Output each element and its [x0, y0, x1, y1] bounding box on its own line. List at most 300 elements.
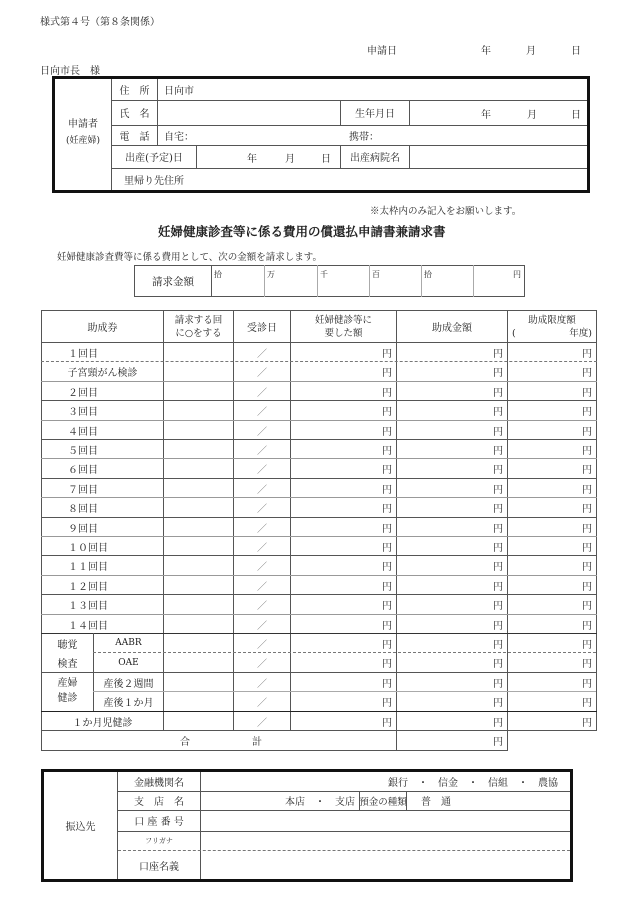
branch-field[interactable] [201, 791, 359, 810]
visit-date-field[interactable] [234, 712, 290, 730]
cost-field[interactable] [291, 673, 396, 691]
institution-field[interactable] [201, 772, 570, 791]
yen-unit: 円 [582, 465, 592, 476]
branch-label: 支 店 名 [134, 797, 184, 808]
date-separator: ／ [257, 484, 267, 496]
address-field[interactable]: 日向市 [164, 86, 194, 97]
claim-digit-label: 千 [320, 270, 328, 279]
limit-field[interactable] [508, 673, 596, 691]
visit-date-field[interactable] [234, 634, 290, 652]
circle-field[interactable] [164, 498, 233, 517]
row-label: １３回目 [68, 601, 108, 612]
claim-yen-label: 円 [513, 270, 521, 279]
date-separator: ／ [257, 387, 267, 399]
claim-digit-ten-thousands-ten[interactable] [212, 266, 264, 296]
circle-field[interactable] [164, 459, 233, 478]
yen-unit: 円 [493, 348, 503, 360]
circle-field[interactable] [164, 401, 233, 420]
hearing-group-line2: 検査 [57, 658, 78, 670]
header-circle [164, 311, 233, 342]
row-label: OAE [118, 657, 139, 668]
header-cost-line2: 要した額 [324, 327, 363, 339]
subsidy-field[interactable] [397, 498, 507, 517]
yen-unit: 円 [582, 387, 592, 399]
voucher-label [94, 673, 163, 691]
row-label: １２回目 [68, 581, 108, 593]
row-label: ３回目 [68, 407, 98, 418]
cost-field[interactable] [291, 634, 396, 652]
yen-unit: 円 [382, 523, 392, 535]
cost-field[interactable] [291, 401, 396, 420]
row-label: １０回目 [68, 542, 108, 554]
visit-date-field[interactable] [234, 595, 290, 614]
applicant-label: 申請者 [68, 118, 98, 130]
form-number: 様式第４号（第８条関係） [40, 17, 160, 28]
voucher-label [42, 537, 163, 555]
subsidy-field[interactable] [397, 518, 507, 536]
visit-date-field[interactable] [234, 556, 290, 575]
yen-unit: 円 [382, 562, 392, 573]
header-circle-line1: 請求する回 [174, 314, 223, 326]
visit-date-field[interactable] [234, 479, 290, 497]
row-label: ４回目 [68, 426, 98, 438]
circle-field[interactable] [164, 556, 233, 575]
yen-unit: 円 [493, 542, 503, 554]
date-separator: ／ [257, 426, 267, 438]
subsidy-field[interactable] [397, 343, 507, 361]
header-limit-line1: 助成限度額 [528, 314, 576, 326]
header-voucher: 助成券 [87, 323, 118, 334]
limit-field[interactable] [508, 382, 596, 400]
yen-unit: 円 [493, 620, 503, 632]
page-title: 妊婦健康診査等に係る費用の償還払申請書兼請求書 [158, 224, 446, 239]
applicant-sublabel: (妊産婦) [65, 135, 101, 146]
yen-unit: 円 [382, 465, 392, 476]
yen-unit: 円 [382, 678, 392, 690]
deposit-type-field[interactable] [407, 791, 570, 810]
yen-unit: 円 [582, 639, 592, 651]
hometown-address-field[interactable] [197, 168, 587, 190]
header-limit-open: ( [512, 327, 516, 339]
row-label: １１回目 [68, 562, 108, 573]
circle-field[interactable] [164, 712, 233, 730]
yen-unit: 円 [493, 698, 503, 709]
total-label-2: 計 [252, 737, 262, 748]
yen-unit: 円 [582, 445, 592, 457]
date-separator: ／ [257, 445, 267, 457]
row-label: ６回目 [68, 465, 98, 476]
row-label: ７回目 [68, 484, 98, 496]
subsidy-field[interactable] [397, 401, 507, 420]
birth-month-unit: 月 [527, 110, 537, 121]
limit-field[interactable] [508, 653, 596, 672]
phone-label: 電 話 [119, 131, 150, 143]
bank-section-label: 振込先 [65, 822, 96, 833]
voucher-label [94, 653, 163, 672]
limit-field[interactable] [508, 421, 596, 439]
institution-types: 銀行 ・ 信金 ・ 信組 ・ 農協 [388, 778, 558, 789]
subsidy-field[interactable] [397, 382, 507, 400]
voucher-label [42, 401, 163, 420]
visit-date-field[interactable] [234, 382, 290, 400]
voucher-label [42, 440, 163, 458]
yen-unit: 円 [493, 368, 503, 379]
instruction-note: ※太枠内のみ記入をお願いします。 [370, 206, 522, 217]
total-subsidy-field[interactable] [397, 731, 507, 750]
header-circle-line2: に○をする [175, 327, 222, 339]
voucher-label [42, 362, 163, 381]
account-number-field[interactable] [201, 810, 570, 831]
limit-field[interactable] [508, 576, 596, 594]
birth-day-unit: 日 [571, 110, 581, 121]
subsidy-field[interactable] [397, 459, 507, 478]
visit-date-field[interactable] [234, 673, 290, 691]
yen-unit: 円 [582, 562, 592, 573]
yen-unit: 円 [382, 426, 392, 438]
subsidy-field[interactable] [397, 634, 507, 652]
subsidy-field[interactable] [397, 362, 507, 381]
account-number-label: 口 座 番 号 [134, 817, 184, 828]
limit-field[interactable] [508, 712, 596, 730]
limit-field[interactable] [508, 537, 596, 555]
claim-digit-ten-thousands[interactable] [265, 266, 317, 296]
date-separator: ／ [257, 698, 267, 709]
voucher-label [42, 459, 163, 478]
voucher-label [42, 518, 163, 536]
yen-unit: 円 [582, 368, 592, 379]
hometown-address-label: 里帰り先住所 [124, 175, 184, 187]
subsidy-field[interactable] [397, 421, 507, 439]
date-separator: ／ [257, 717, 267, 729]
limit-field[interactable] [508, 498, 596, 517]
cost-field[interactable] [291, 556, 396, 575]
yen-unit: 円 [582, 601, 592, 612]
date-separator: ／ [257, 678, 267, 690]
yen-unit: 円 [382, 368, 392, 379]
circle-field[interactable] [164, 343, 233, 361]
cost-field[interactable] [291, 692, 396, 711]
limit-field[interactable] [508, 615, 596, 633]
voucher-label [94, 634, 163, 652]
limit-field[interactable] [508, 440, 596, 458]
cost-field[interactable] [291, 653, 396, 672]
application-date-label: 申請日 [367, 46, 397, 57]
header-cost-line1: 妊婦健診等に [314, 314, 372, 326]
row-label: １回目 [68, 348, 98, 360]
limit-field[interactable] [508, 634, 596, 652]
date-separator: ／ [257, 407, 267, 418]
deposit-type-label: 預金の種類 [359, 796, 407, 808]
voucher-label [42, 615, 163, 633]
date-separator: ／ [257, 639, 267, 651]
row-label: ９回目 [68, 523, 98, 535]
yen-unit: 円 [382, 542, 392, 554]
yen-unit: 円 [493, 601, 503, 612]
hospital-field[interactable] [410, 145, 587, 168]
voucher-label [42, 479, 163, 497]
birthdate-field[interactable] [410, 100, 587, 125]
cost-field[interactable] [291, 498, 396, 517]
visit-date-field[interactable] [234, 343, 290, 361]
circle-field[interactable] [164, 421, 233, 439]
date-separator: ／ [257, 465, 267, 476]
visit-date-field[interactable] [234, 421, 290, 439]
date-separator: ／ [257, 368, 267, 379]
claim-digit-label: 百 [372, 270, 380, 279]
subsidy-field[interactable] [397, 479, 507, 497]
header-limit [508, 311, 596, 342]
date-separator: ／ [257, 504, 267, 515]
row-label: 産後１か月 [103, 698, 154, 709]
yen-unit: 円 [582, 542, 592, 554]
date-separator: ／ [257, 601, 267, 612]
subsidy-field[interactable] [397, 712, 507, 730]
yen-unit: 円 [493, 717, 503, 729]
voucher-label [42, 712, 163, 730]
yen-unit: 円 [382, 348, 392, 360]
circle-field[interactable] [164, 653, 233, 672]
circle-field[interactable] [164, 634, 233, 652]
header-subsidy: 助成金額 [432, 323, 472, 334]
due-month-unit: 月 [285, 154, 295, 165]
yen-unit: 円 [582, 484, 592, 496]
yen-unit: 円 [582, 407, 592, 418]
mobile-phone-field[interactable] [338, 125, 587, 145]
limit-field[interactable] [508, 556, 596, 575]
visit-date-field[interactable] [234, 459, 290, 478]
visit-date-field[interactable] [234, 692, 290, 711]
furigana-field[interactable] [201, 831, 570, 850]
limit-field[interactable] [508, 401, 596, 420]
date-separator: ／ [257, 659, 267, 670]
subsidy-field[interactable] [397, 440, 507, 458]
voucher-label [94, 692, 163, 711]
subsidy-field[interactable] [397, 653, 507, 672]
cost-field[interactable] [291, 362, 396, 381]
yen-unit: 円 [582, 698, 592, 709]
row-label: ８回目 [68, 504, 98, 515]
cost-field[interactable] [291, 382, 396, 400]
application-month-unit: 月 [526, 46, 536, 57]
claim-digit-hundreds[interactable] [370, 266, 421, 296]
voucher-label [42, 382, 163, 400]
date-separator: ／ [257, 562, 267, 573]
cost-field[interactable] [291, 343, 396, 361]
cost-field[interactable] [291, 576, 396, 594]
voucher-label [42, 556, 163, 575]
visit-date-field[interactable] [234, 653, 290, 672]
yen-unit: 円 [493, 445, 503, 457]
visit-date-field[interactable] [234, 537, 290, 555]
name-field[interactable] [158, 100, 340, 125]
postpartum-group-line1: 産婦 [57, 677, 78, 689]
cost-field[interactable] [291, 712, 396, 730]
yen-unit: 円 [582, 426, 592, 438]
claim-digit-label: 万 [267, 270, 275, 279]
yen-unit: 円 [493, 465, 503, 476]
subsidy-field[interactable] [397, 615, 507, 633]
due-year-unit: 年 [247, 154, 257, 165]
subsidy-field[interactable] [397, 595, 507, 614]
yen-unit: 円 [382, 698, 392, 709]
birth-year-unit: 年 [481, 110, 491, 121]
yen-unit: 円 [493, 407, 503, 418]
claim-digit-thousands[interactable] [318, 266, 369, 296]
subsidy-field[interactable] [397, 576, 507, 594]
cost-field[interactable] [291, 479, 396, 497]
circle-field[interactable] [164, 595, 233, 614]
subsidy-field[interactable] [397, 537, 507, 555]
home-phone-field[interactable] [158, 125, 338, 145]
yen-unit: 円 [382, 639, 392, 651]
yen-unit: 円 [493, 484, 503, 496]
branch-types: 本店 ・ 支店 [285, 797, 355, 808]
circle-field[interactable] [164, 518, 233, 536]
header-limit-close: 年度) [569, 327, 592, 339]
furigana-label: フリガナ [145, 836, 173, 845]
yen-unit: 円 [582, 348, 592, 360]
claim-digit-ones[interactable] [474, 266, 524, 296]
intro-text: 妊婦健康診査費等に係る費用として、次の金額を請求します。 [57, 252, 323, 263]
yen-unit: 円 [582, 581, 592, 593]
yen-unit: 円 [493, 581, 503, 593]
limit-field[interactable] [508, 343, 596, 361]
yen-unit: 円 [493, 737, 503, 748]
row-label: １４回目 [68, 620, 108, 632]
header-visit-date: 受診日 [247, 323, 277, 334]
yen-unit: 円 [493, 504, 503, 515]
due-date-field[interactable] [197, 145, 340, 168]
voucher-label [42, 595, 163, 614]
row-label: ５回目 [68, 445, 98, 457]
cost-field[interactable] [291, 421, 396, 439]
voucher-label [42, 421, 163, 439]
date-separator: ／ [257, 620, 267, 632]
voucher-label [42, 576, 163, 594]
circle-field[interactable] [164, 382, 233, 400]
limit-field[interactable] [508, 362, 596, 381]
date-separator: ／ [257, 523, 267, 535]
mobile-phone-label: 携帯： [349, 131, 379, 143]
limit-field[interactable] [508, 479, 596, 497]
visit-date-field[interactable] [234, 401, 290, 420]
voucher-label [42, 343, 163, 361]
cost-field[interactable] [291, 459, 396, 478]
yen-unit: 円 [493, 523, 503, 535]
yen-unit: 円 [382, 484, 392, 496]
yen-unit: 円 [493, 639, 503, 651]
yen-unit: 円 [382, 659, 392, 670]
cost-field[interactable] [291, 440, 396, 458]
visit-date-field[interactable] [234, 498, 290, 517]
subsidy-field[interactable] [397, 673, 507, 691]
cost-field[interactable] [291, 615, 396, 633]
yen-unit: 円 [582, 678, 592, 690]
postpartum-group-line2: 健診 [57, 692, 78, 704]
deposit-type-value: 普 通 [421, 797, 451, 808]
yen-unit: 円 [493, 387, 503, 399]
limit-field[interactable] [508, 518, 596, 536]
account-holder-label: 口座名義 [139, 861, 179, 873]
cost-field[interactable] [291, 595, 396, 614]
address-label: 住 所 [119, 86, 150, 97]
date-separator: ／ [257, 542, 267, 554]
yen-unit: 円 [582, 504, 592, 515]
yen-unit: 円 [582, 523, 592, 535]
subsidy-field[interactable] [397, 692, 507, 711]
yen-unit: 円 [382, 387, 392, 399]
visit-date-field[interactable] [234, 576, 290, 594]
yen-unit: 円 [382, 601, 392, 612]
row-label: １か月児健診 [72, 717, 133, 729]
claim-amount-label: 請求金額 [152, 275, 194, 288]
addressee: 日向市長 様 [40, 66, 100, 77]
institution-label: 金融機関名 [134, 778, 184, 789]
yen-unit: 円 [493, 562, 503, 573]
due-date-label: 出産(予定)日 [125, 153, 183, 164]
yen-unit: 円 [382, 504, 392, 515]
yen-unit: 円 [382, 717, 392, 729]
birthdate-label: 生年月日 [355, 109, 395, 120]
visit-date-field[interactable] [234, 518, 290, 536]
limit-field[interactable] [508, 595, 596, 614]
claim-digit-tens[interactable] [422, 266, 473, 296]
circle-field[interactable] [164, 615, 233, 633]
circle-field[interactable] [164, 362, 233, 381]
circle-field[interactable] [164, 576, 233, 594]
row-label: 子宮頸がん検診 [67, 368, 138, 379]
claim-digit-label: 拾 [214, 270, 222, 279]
yen-unit: 円 [582, 620, 592, 632]
claim-digit-label: 拾 [424, 270, 432, 279]
visit-date-field[interactable] [234, 615, 290, 633]
yen-unit: 円 [382, 620, 392, 632]
application-year-unit: 年 [481, 46, 491, 57]
cost-field[interactable] [291, 518, 396, 536]
hospital-label: 出産病院名 [350, 153, 400, 164]
yen-unit: 円 [493, 659, 503, 670]
yen-unit: 円 [382, 407, 392, 418]
circle-field[interactable] [164, 537, 233, 555]
circle-field[interactable] [164, 673, 233, 691]
yen-unit: 円 [493, 426, 503, 438]
circle-field[interactable] [164, 692, 233, 711]
yen-unit: 円 [382, 445, 392, 457]
application-day-unit: 日 [571, 46, 581, 57]
header-limit-line2 [512, 327, 592, 340]
account-holder-field[interactable] [201, 851, 570, 879]
row-label: ２回目 [68, 387, 98, 399]
limit-field[interactable] [508, 459, 596, 478]
row-label: 産後２週間 [103, 678, 154, 690]
header-cost [291, 311, 396, 342]
subsidy-field[interactable] [397, 556, 507, 575]
yen-unit: 円 [382, 581, 392, 593]
yen-unit: 円 [493, 678, 503, 690]
hearing-group-line1: 聴覚 [57, 639, 78, 651]
date-separator: ／ [257, 348, 267, 360]
date-separator: ／ [257, 581, 267, 593]
voucher-label [42, 498, 163, 517]
circle-field[interactable] [164, 479, 233, 497]
cost-field[interactable] [291, 537, 396, 555]
yen-unit: 円 [582, 717, 592, 729]
limit-field[interactable] [508, 692, 596, 711]
visit-date-field[interactable] [234, 440, 290, 458]
total-label-1: 合 [180, 737, 190, 748]
circle-field[interactable] [164, 440, 233, 458]
visit-date-field[interactable] [234, 362, 290, 381]
